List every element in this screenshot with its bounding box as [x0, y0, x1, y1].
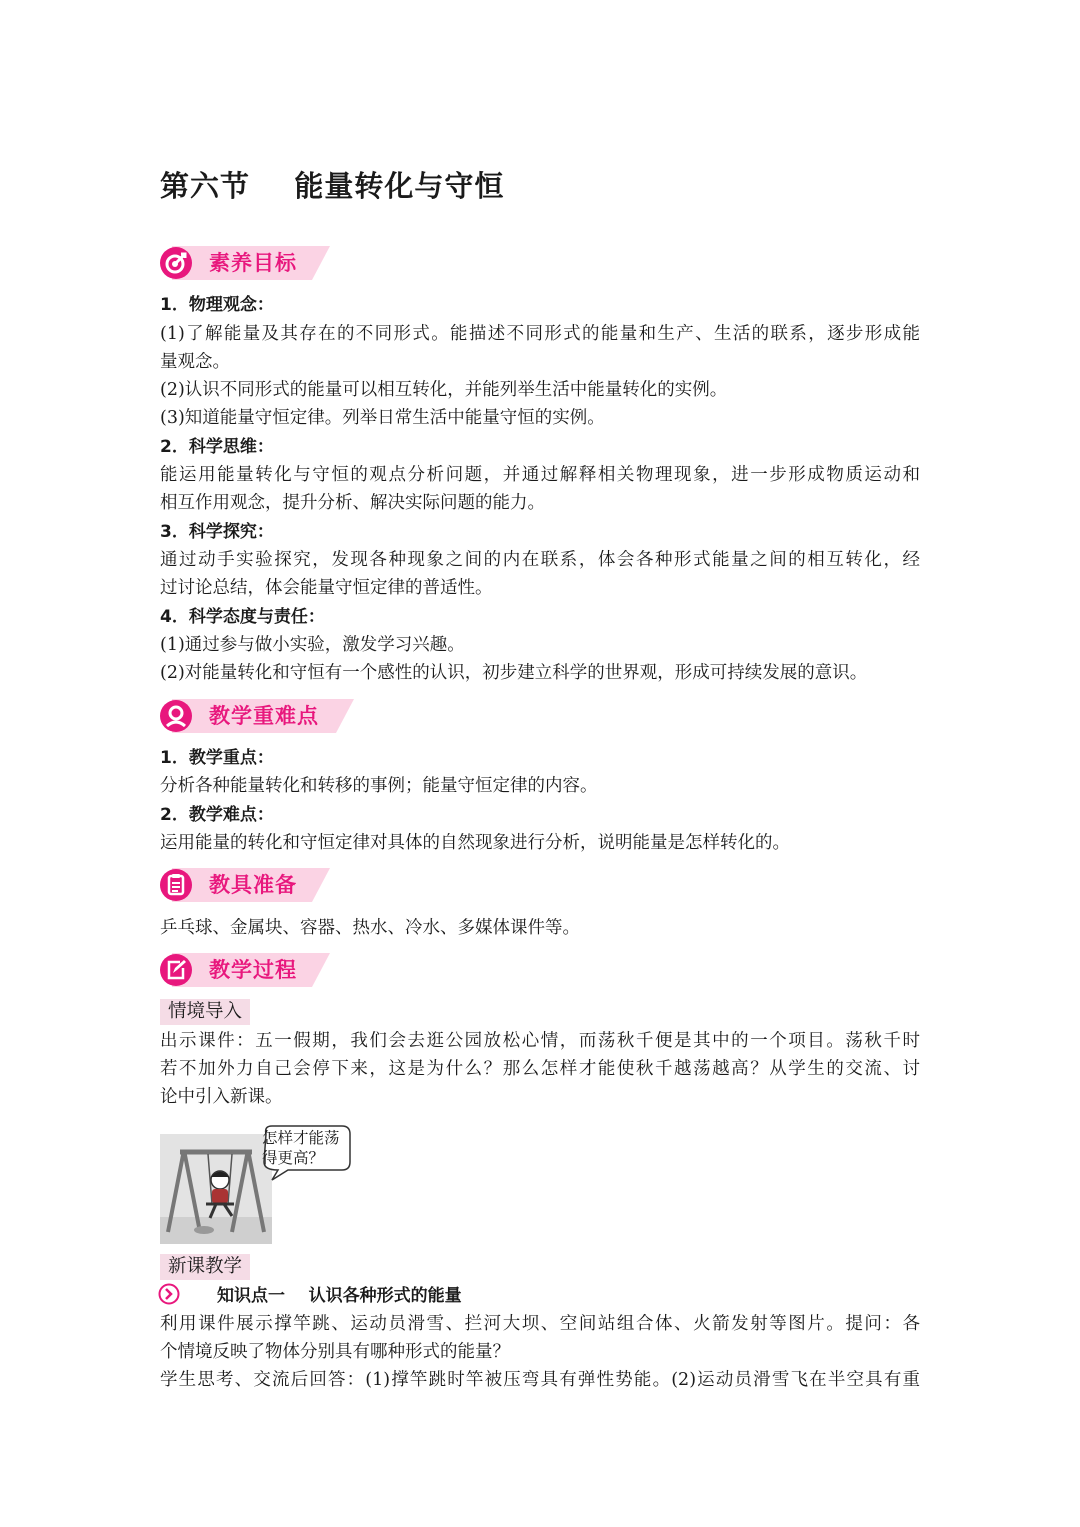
goals-line: 量观念。 — [160, 352, 230, 372]
person-pin-icon — [160, 700, 192, 732]
goals-line: 相互作用观念，提升分析、解决实际问题的能力。 — [160, 493, 545, 513]
goals-line: (2)对能量转化和守恒有一个感性的认识，初步建立科学的世界观，形成可持续发展的意识。 — [160, 663, 868, 683]
speech-bubble-line: 怎样才能荡 — [262, 1129, 340, 1147]
chevron-circle-icon — [158, 1283, 180, 1305]
knowledge-point-title: 知识点一 认识各种形式的能量 — [217, 1286, 462, 1306]
goals-heading-1: 1．物理观念： — [160, 295, 274, 315]
section-banner-goals — [158, 246, 330, 280]
section-title: 教学过程 — [209, 958, 297, 982]
swing-illustration — [160, 1122, 356, 1244]
keypoints-line: 运用能量的转化和守恒定律对具体的自然现象进行分析，说明能量是怎样转化的。 — [160, 833, 790, 853]
section-banner-process — [158, 953, 330, 987]
section-banner-materials — [158, 868, 330, 902]
process-line: 论中引入新课。 — [160, 1087, 283, 1107]
edit-icon — [160, 954, 192, 986]
process-line: 若不加外力自己会停下来，这是为什么？那么怎样才能使秋千越荡越高？从学生的交流、讨 — [160, 1059, 920, 1079]
keypoints-line: 分析各种能量转化和转移的事例；能量守恒定律的内容。 — [160, 776, 598, 796]
goals-heading-4: 4．科学态度与责任： — [160, 607, 325, 627]
goals-line: (1)通过参与做小实验，激发学习兴趣。 — [160, 635, 465, 655]
process-line: 出示课件：五一假期，我们会去逛公园放松心情，而荡秋千便是其中的一个项目。荡秋千时 — [160, 1031, 920, 1051]
section-banner-keypoints — [158, 699, 354, 733]
keypoints-heading-1: 1．教学重点： — [160, 748, 274, 768]
process-line: 利用课件展示撑竿跳、运动员滑雪、拦河大坝、空间站组合体、火箭发射等图片。提问：各 — [160, 1314, 920, 1334]
goals-line: 过讨论总结，体会能量守恒定律的普适性。 — [160, 578, 493, 598]
subsection-tag-intro: 情境导入 — [160, 999, 250, 1025]
goals-line: 能运用能量转化与守恒的观点分析问题，并通过解释相关物理现象，进一步形成物质运动和 — [160, 465, 920, 485]
clipboard-icon — [160, 869, 192, 901]
process-line: 个情境反映了物体分别具有哪种形式的能量？ — [160, 1342, 510, 1362]
goals-heading-2: 2．科学思维： — [160, 437, 274, 457]
page-title: 第六节 能量转化与守恒 — [160, 169, 505, 203]
goals-line: 通过动手实验探究，发现各种现象之间的内在联系，体会各种形式能量之间的相互转化，经 — [160, 550, 920, 570]
section-title: 素养目标 — [209, 251, 297, 275]
goals-line: (1)了解能量及其存在的不同形式。能描述不同形式的能量和生产、生活的联系，逐步形成能 — [160, 324, 920, 344]
target-icon — [160, 247, 192, 279]
goals-line: (2)认识不同形式的能量可以相互转化，并能列举生活中能量转化的实例。 — [160, 380, 728, 400]
section-title: 教学重难点 — [209, 704, 319, 728]
goals-line: (3)知道能量守恒定律。列举日常生活中能量守恒的实例。 — [160, 408, 605, 428]
process-line: 学生思考、交流后回答：(1)撑竿跳时竿被压弯具有弹性势能。(2)运动员滑雪飞在半空具有重 — [160, 1370, 920, 1390]
materials-line: 乒乓球、金属块、容器、热水、冷水、多媒体课件等。 — [160, 918, 580, 938]
subsection-tag-new-lesson: 新课教学 — [160, 1254, 250, 1280]
section-title: 教具准备 — [209, 873, 297, 897]
speech-bubble-line: 得更高？ — [262, 1149, 325, 1167]
goals-heading-3: 3．科学探究： — [160, 522, 274, 542]
keypoints-heading-2: 2．教学难点： — [160, 805, 274, 825]
